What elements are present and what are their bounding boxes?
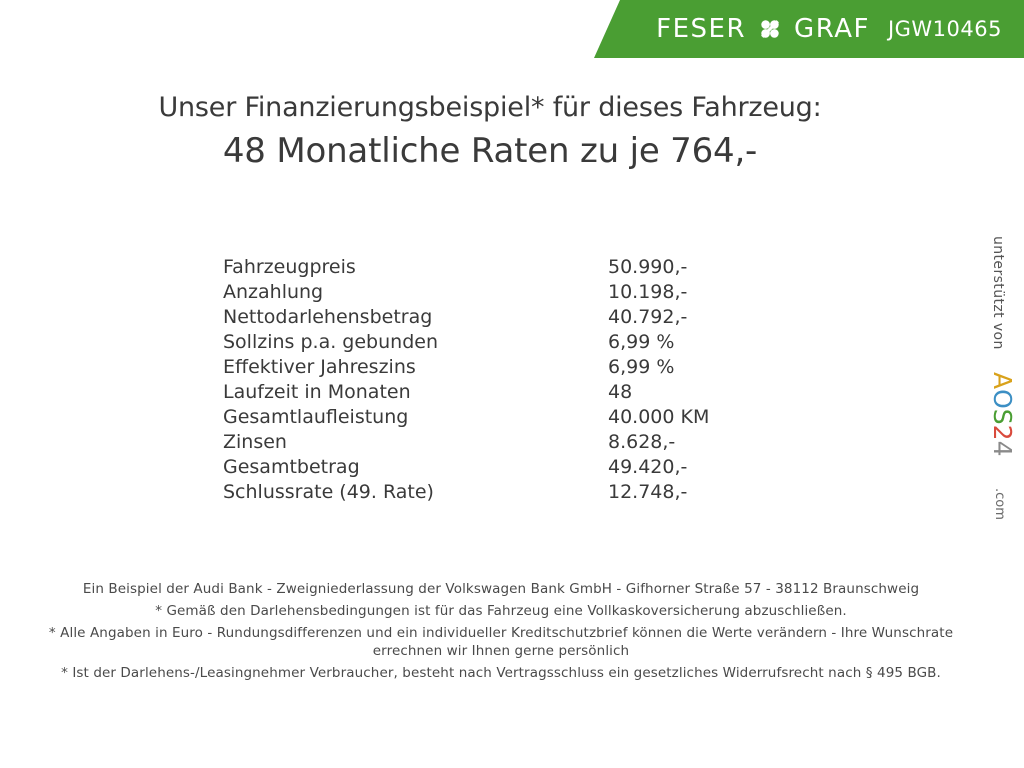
finance-value: 6,99 % [608, 331, 675, 353]
aos24-logo [989, 372, 1015, 456]
table-row [223, 406, 783, 431]
table-row [223, 456, 783, 481]
table-row [223, 256, 783, 281]
logo-letter-2: 2 [988, 424, 1017, 441]
table-row [223, 381, 783, 406]
table-row [223, 356, 783, 381]
finance-value: 10.198,- [608, 281, 688, 303]
table-row [223, 331, 783, 356]
footnotes [36, 580, 966, 686]
table-row [223, 481, 783, 506]
page-title: Unser Finanzierungsbeispiel* für dieses Fahrzeug: [158, 92, 822, 123]
finance-label: Zinsen [223, 431, 287, 453]
clover-icon [758, 17, 782, 41]
sidebar-support-credit [988, 236, 1018, 546]
vehicle-id: JGW10465 [887, 17, 1002, 41]
logo-letter-4: 4 [988, 440, 1017, 457]
brand-name-second: GRAF [794, 14, 870, 44]
finance-value: 6,99 % [608, 356, 675, 378]
finance-value: 50.990,- [608, 256, 688, 278]
finance-value: 12.748,- [608, 481, 688, 503]
finance-label: Nettodarlehensbetrag [223, 306, 433, 328]
finance-value: 8.628,- [608, 431, 676, 453]
footnote-currency: * Alle Angaben in Euro - Rundungsdifferenzen und ein individueller Kreditschutzbrief können die Werte verändern - Ihre Wunschrate errechnen wir Ihnen gerne persönlich [48, 625, 954, 659]
logo-letter-a: A [988, 372, 1017, 390]
finance-value: 40.792,- [608, 306, 688, 328]
finance-value: 40.000 KM [608, 406, 710, 428]
footnote-insurance: * Gemäß den Darlehensbedingungen ist für das Fahrzeug eine Vollkaskoversicherung abzuschließen. [155, 603, 847, 619]
brand-name-first: FESER [656, 14, 747, 44]
sidebar-supported-by-label: unterstützt von [990, 236, 1006, 350]
finance-table [223, 256, 783, 506]
table-row [223, 281, 783, 306]
brand-row [656, 0, 1002, 58]
page-subtitle: 48 Monatliche Raten zu je 764,- [222, 131, 758, 171]
logo-letter-s: S [988, 408, 1017, 425]
footnote-withdrawal: * Ist der Darlehens-/Leasingnehmer Verbraucher, besteht nach Vertragsschluss ein gesetzliches Widerrufsrecht nach § 495 BGB. [61, 665, 941, 681]
finance-value: 48 [608, 381, 633, 403]
finance-label: Sollzins p.a. gebunden [223, 331, 438, 353]
finance-label: Laufzeit in Monaten [223, 381, 411, 403]
finance-value: 49.420,- [608, 456, 688, 478]
finance-label: Anzahlung [223, 281, 324, 303]
logo-letter-o: O [988, 389, 1017, 409]
finance-label: Effektiver Jahreszins [223, 356, 416, 378]
aos24-domain: .com [992, 488, 1007, 520]
page-title-block [0, 92, 980, 171]
table-row [223, 306, 783, 331]
finance-label: Gesamtlaufleistung [223, 406, 409, 428]
header-banner [0, 0, 1024, 58]
footnote-bank: Ein Beispiel der Audi Bank - Zweigniederlassung der Volkswagen Bank GmbH - Gifhorner Straße 57 - 38112 Braunschweig [82, 581, 920, 597]
finance-label: Gesamtbetrag [223, 456, 360, 478]
table-row [223, 431, 783, 456]
finance-label: Schlussrate (49. Rate) [223, 481, 434, 503]
finance-label: Fahrzeugpreis [223, 256, 356, 278]
